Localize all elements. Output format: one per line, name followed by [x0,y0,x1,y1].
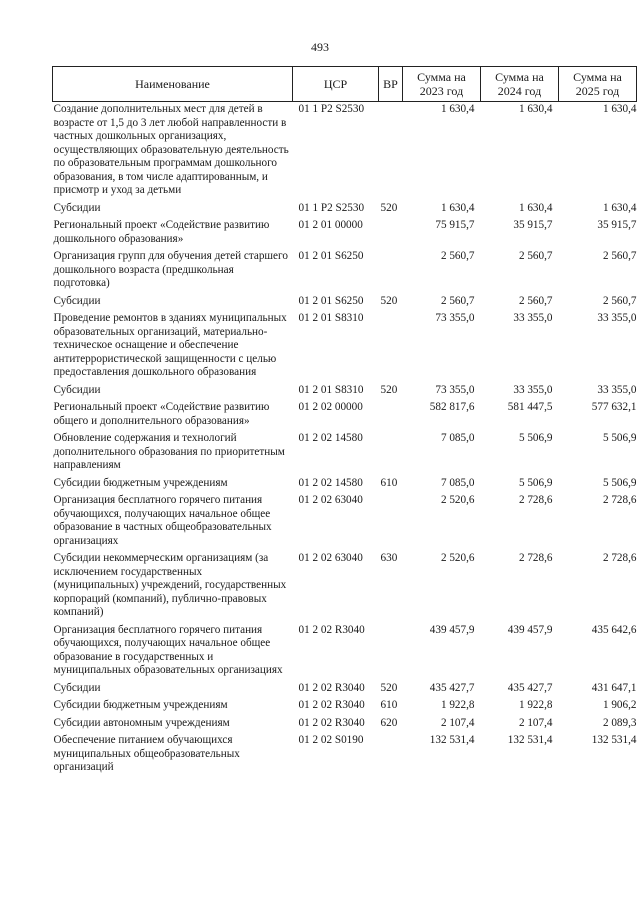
table-row [53,551,637,623]
table-row [53,623,637,681]
row-sum-2024: 33 355,0 [513,383,553,396]
header-sum-2025: Сумма на 2025 год [559,67,637,102]
table-row [53,201,637,219]
row-csr: 01 2 02 14580 [298,432,363,444]
row-name: Обеспечение питанием обучающихся муниципальных общеобразовательных организаций [53,734,240,773]
row-vr [379,623,403,681]
row-vr: 630 [380,552,398,564]
row-sum-2023: 7 085,0 [440,432,475,444]
row-vr [379,431,403,476]
row-csr: 01 2 02 S0190 [298,734,364,746]
row-name: Субсидии автономным учреждениям [53,716,230,729]
row-sum-2025: 1 906,2 [602,699,637,711]
row-sum-2023: 435 427,7 [429,681,475,694]
row-sum-2025: 2 560,7 [602,294,637,307]
header-vr: ВР [379,67,403,102]
row-name: Создание дополнительных мест для детей в возрасте от 1,5 до 3 лет любой направленности в частных дошкольных организациях, осуществляющих образовательную деятельность по образовательным программам дошкольного образования, в том числе адаптированным, и присмотр и уход за детьми [53,103,289,196]
row-sum-2024: 439 457,9 [507,623,553,636]
row-sum-2025: 35 915,7 [597,219,637,231]
row-sum-2023: 1 630,4 [440,103,475,115]
row-sum-2025: 5 506,9 [602,476,637,489]
row-name: Организация бесплатного горячего питания обучающихся, получающих начальное общее образование в частных общеобразовательных организациях [53,494,272,547]
row-name: Региональный проект «Содействие развитию общего и дополнительного образования» [53,401,270,427]
table-row [53,102,637,201]
row-name: Региональный проект «Содействие развитию дошкольного образования» [53,219,270,245]
row-vr [379,493,403,551]
row-sum-2023: 1 922,8 [440,699,475,711]
row-vr [379,102,403,201]
table-row [53,311,637,383]
header-name: Наименование [53,67,293,102]
row-csr: 01 2 01 00000 [298,219,363,231]
row-sum-2023: 2 560,7 [440,294,475,307]
row-sum-2024: 1 922,8 [518,699,553,711]
row-sum-2024: 2 560,7 [518,294,553,307]
row-vr [379,400,403,431]
row-sum-2025: 2 728,6 [602,494,637,506]
row-csr: 01 2 02 63040 [298,552,363,564]
table-row [53,716,637,734]
row-csr: 01 2 02 R3040 [298,716,365,729]
row-name: Субсидии [53,294,101,307]
row-sum-2024: 5 506,9 [518,476,553,489]
table-row [53,681,637,699]
table-row [53,431,637,476]
row-csr: 01 2 01 S6250 [298,250,364,262]
row-sum-2024: 35 915,7 [513,219,553,231]
table-row [53,294,637,312]
table-row [53,476,637,494]
row-sum-2025: 435 642,6 [591,623,637,636]
table-row [53,698,637,716]
row-name: Субсидии [53,383,101,396]
row-vr [379,733,403,778]
row-sum-2025: 431 647,1 [591,681,637,694]
row-vr [379,249,403,294]
row-sum-2023: 1 630,4 [440,201,475,214]
row-sum-2024: 2 107,4 [518,716,553,729]
row-sum-2024: 2 728,6 [518,494,553,506]
row-csr: 01 2 01 S8310 [298,383,364,396]
row-sum-2024: 5 506,9 [518,432,553,444]
header-sum-2023: Сумма на 2023 год [403,67,481,102]
row-sum-2023: 132 531,4 [429,734,475,746]
row-csr: 01 2 01 S8310 [298,312,364,324]
row-sum-2023: 439 457,9 [429,623,475,636]
row-csr: 01 1 P2 S2530 [298,103,365,115]
row-csr: 01 2 02 R3040 [298,699,365,711]
row-sum-2025: 1 630,4 [602,201,637,214]
row-sum-2023: 2 107,4 [440,716,475,729]
row-sum-2024: 33 355,0 [513,312,553,324]
row-name: Субсидии бюджетным учреждениям [53,699,228,711]
row-name: Проведение ремонтов в зданиях муниципальных образовательных организаций, материально-техническое оснащение и обеспечение антитеррористической защищенности с целью предоставления дошкольного образования [53,312,287,378]
row-sum-2023: 2 520,6 [440,552,475,564]
row-csr: 01 2 02 R3040 [298,681,365,694]
table-row [53,733,637,778]
budget-table [52,66,637,778]
table-body [53,102,637,778]
row-sum-2024: 2 560,7 [518,250,553,262]
row-csr: 01 2 02 63040 [298,494,363,506]
row-name: Субсидии [53,201,101,214]
row-sum-2025: 577 632,1 [591,401,637,413]
row-csr: 01 2 02 14580 [298,476,363,489]
row-vr: 610 [380,476,398,489]
row-sum-2024: 132 531,4 [507,734,553,746]
row-vr [379,218,403,249]
table-row [53,383,637,401]
header-sum-2024: Сумма на 2024 год [481,67,559,102]
row-vr: 520 [380,681,398,694]
row-vr: 520 [380,383,398,396]
row-sum-2024: 435 427,7 [507,681,553,694]
row-sum-2023: 7 085,0 [440,476,475,489]
row-vr: 610 [380,699,398,711]
row-sum-2024: 581 447,5 [507,401,553,413]
row-sum-2023: 73 355,0 [435,312,475,324]
row-sum-2023: 582 817,6 [429,401,475,413]
table-row [53,400,637,431]
row-vr: 520 [380,201,398,214]
row-sum-2024: 2 728,6 [518,552,553,564]
row-name: Субсидии бюджетным учреждениям [53,476,228,489]
table-row [53,218,637,249]
table-header [53,67,637,102]
row-sum-2024: 1 630,4 [518,201,553,214]
row-name: Организация групп для обучения детей старшего дошкольного возраста (предшкольная подготовка) [53,250,288,289]
row-csr: 01 2 02 R3040 [298,623,365,636]
row-vr: 520 [380,294,398,307]
row-name: Обновление содержания и технологий дополнительного образования по приоритетным направлениям [53,432,285,471]
row-sum-2025: 33 355,0 [597,312,637,324]
row-sum-2025: 2 089,3 [602,716,637,729]
row-sum-2023: 75 915,7 [435,219,475,231]
row-name: Субсидии [53,681,101,694]
row-sum-2025: 2 728,6 [602,552,637,564]
page-number: 493 [311,40,329,54]
row-name: Субсидии некоммерческим организациям (за исключением государственных (муниципальных) учреждений, государственных корпораций (компаний), публично-правовых компаний) [53,552,287,618]
header-csr: ЦСР [293,67,379,102]
row-csr: 01 2 02 00000 [298,401,363,413]
table-row [53,249,637,294]
row-csr: 01 1 P2 S2530 [298,201,365,214]
row-sum-2025: 132 531,4 [591,734,637,746]
row-sum-2023: 2 520,6 [440,494,475,506]
row-sum-2024: 1 630,4 [518,103,553,115]
row-vr [379,311,403,383]
row-name: Организация бесплатного горячего питания обучающихся, получающих начальное общее образование в государственных и муниципальных образовательных организациях [53,623,283,676]
row-sum-2025: 2 560,7 [602,250,637,262]
row-sum-2025: 1 630,4 [602,103,637,115]
table-row [53,493,637,551]
row-csr: 01 2 01 S6250 [298,294,364,307]
row-sum-2025: 33 355,0 [597,383,637,396]
row-sum-2023: 2 560,7 [440,250,475,262]
row-vr: 620 [380,716,398,729]
row-sum-2025: 5 506,9 [602,432,637,444]
row-sum-2023: 73 355,0 [435,383,475,396]
